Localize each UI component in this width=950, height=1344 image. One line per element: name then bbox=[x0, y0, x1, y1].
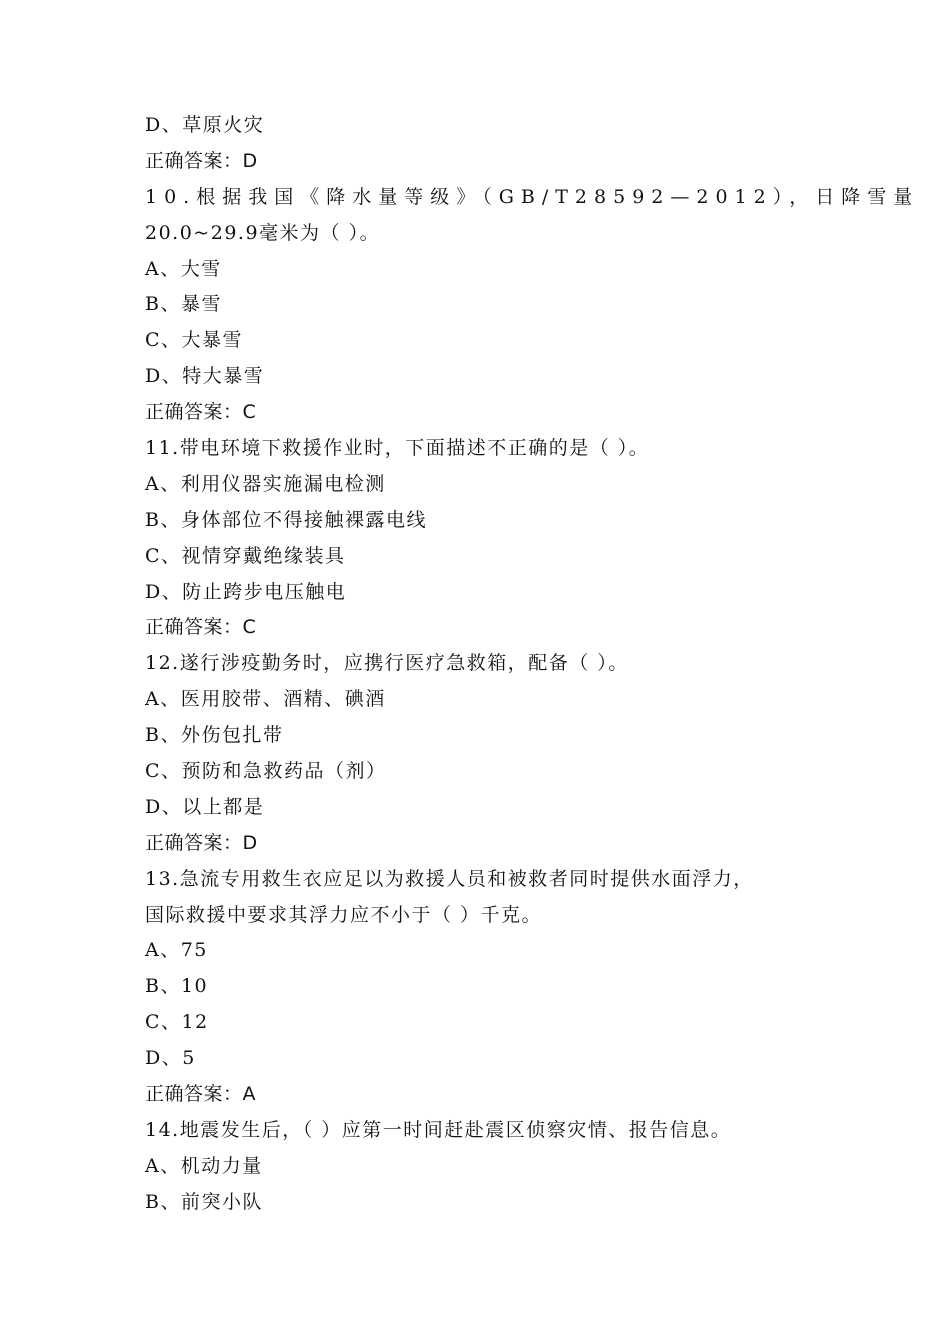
question-line: 14.地震发生后，（ ）应第一时间赶赴震区侦察灾情、报告信息。 bbox=[145, 1118, 732, 1141]
option-line: D、特大暴雪 bbox=[145, 365, 265, 388]
option-line: B、10 bbox=[145, 975, 209, 998]
option-line: D、防止跨步电压触电 bbox=[145, 580, 347, 603]
option-line: A、医用胶带、酒精、碘酒 bbox=[145, 688, 386, 711]
option-line: C、大暴雪 bbox=[145, 329, 244, 352]
question-line: 国际救援中要求其浮力应不小于（ ）千克。 bbox=[145, 903, 543, 926]
option-line: B、外伤包扎带 bbox=[145, 724, 284, 747]
question-line: 12.遂行涉疫勤务时，应携行医疗急救箱，配备（ ）。 bbox=[145, 652, 629, 675]
question-line: 11.带电环境下救援作业时，下面描述不正确的是（ ）。 bbox=[145, 437, 650, 460]
option-line: C、视情穿戴绝缘装具 bbox=[145, 544, 346, 567]
question-list bbox=[145, 108, 920, 1221]
answer-line: 正确答案：D bbox=[145, 831, 258, 854]
option-line: A、75 bbox=[145, 939, 208, 962]
option-line: C、12 bbox=[145, 1011, 209, 1034]
question-line: 10.根据我国《降水量等级》（GB/T28592—2012），日降雪量 bbox=[145, 185, 920, 208]
answer-line: 正确答案：C bbox=[145, 616, 257, 639]
option-line: B、身体部位不得接触裸露电线 bbox=[145, 508, 427, 531]
option-line: D、5 bbox=[145, 1047, 196, 1070]
option-line: B、暴雪 bbox=[145, 293, 222, 316]
option-line: A、利用仪器实施漏电检测 bbox=[145, 472, 386, 495]
answer-line: 正确答案：A bbox=[145, 1083, 256, 1106]
option-line: A、大雪 bbox=[145, 257, 222, 280]
question-line: 13.急流专用救生衣应足以为救援人员和被救者同时提供水面浮力， bbox=[145, 867, 754, 890]
option-line: B、前突小队 bbox=[145, 1190, 263, 1213]
option-line: A、机动力量 bbox=[145, 1154, 263, 1177]
option-line: D、以上都是 bbox=[145, 795, 265, 818]
answer-line: 正确答案：D bbox=[145, 149, 258, 172]
question-line: 20.0~29.9毫米为（ ）。 bbox=[145, 221, 381, 244]
option-line: D、草原火灾 bbox=[145, 114, 265, 136]
answer-line: 正确答案：C bbox=[145, 401, 257, 424]
option-line: C、预防和急救药品（剂） bbox=[145, 760, 387, 783]
